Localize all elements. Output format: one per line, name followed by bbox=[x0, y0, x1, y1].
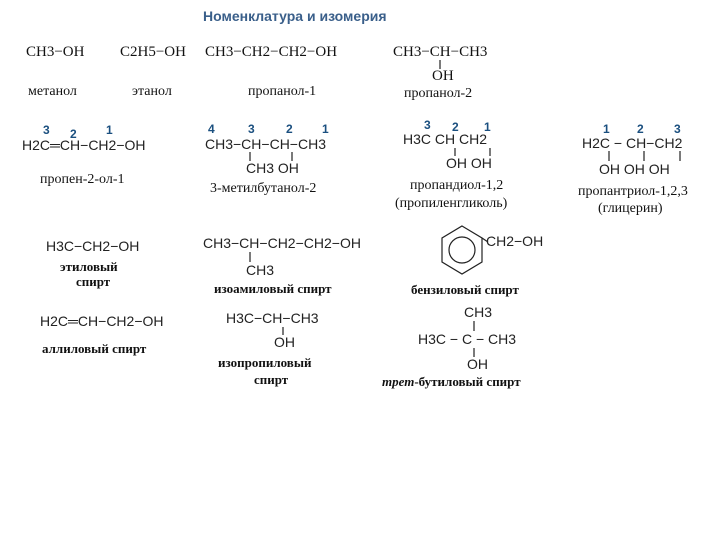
propenol-name: пропен-2-ол-1 bbox=[40, 172, 125, 187]
page-title: Номенклатура и изомерия bbox=[203, 8, 387, 24]
methylbutanol-formula: CH3−CH−CH−CH3 bbox=[205, 136, 326, 152]
tertbutyl-top: CH3 bbox=[464, 304, 493, 320]
allyl-formula: H2C═CH−CH2−OH bbox=[40, 313, 164, 329]
isoamyl-name: изоамиловый спирт bbox=[214, 281, 332, 296]
methylbutanol-num-3: 3 bbox=[248, 122, 255, 136]
propanediol-common: (пропиленгликоль) bbox=[395, 196, 508, 211]
propanetriol-name: пропантриол-1,2,3 bbox=[578, 184, 688, 199]
tertbutyl-formula: H3C − C − CH3 bbox=[418, 331, 517, 347]
propanetriol-num-3: 3 bbox=[674, 122, 681, 136]
tertbutyl-oh: OH bbox=[467, 356, 488, 372]
propanediol-num-1: 1 bbox=[484, 120, 491, 134]
tertbutyl-suffix: -бутиловый спирт bbox=[414, 374, 521, 389]
propanediol-sub: OH OH bbox=[446, 155, 492, 171]
isopropyl-oh: OH bbox=[274, 334, 295, 350]
propanetriol-sub: OH OH OH bbox=[599, 161, 670, 177]
isopropyl-formula: H3C−CH−CH3 bbox=[226, 310, 319, 326]
isoamyl-formula: CH3−CH−CH2−CH2−OH bbox=[203, 235, 361, 251]
bond-benzyl-ch2 bbox=[482, 238, 488, 242]
propanetriol-num-1: 1 bbox=[603, 122, 610, 136]
propanetriol-num-2: 2 bbox=[637, 122, 644, 136]
benzene-ring bbox=[442, 226, 482, 274]
methanol-name: метанол bbox=[28, 84, 77, 99]
methylbutanol-num-2: 2 bbox=[286, 122, 293, 136]
benzene-aromatic-circle bbox=[449, 237, 475, 263]
propanetriol-common: (глицерин) bbox=[598, 201, 663, 216]
propenol-formula: H2C═CH−CH2−OH bbox=[22, 137, 146, 153]
propenol-num-3: 3 bbox=[43, 123, 50, 137]
isoamyl-sub: CH3 bbox=[246, 262, 275, 278]
propanediol-formula: H3C CH CH2 bbox=[403, 131, 488, 147]
propanol2-oh: OH bbox=[432, 68, 454, 84]
methanol-formula: CH3−OH bbox=[26, 44, 85, 60]
propenol-num-2: 2 bbox=[70, 127, 77, 141]
ethyl-alcohol-name2: спирт bbox=[76, 274, 111, 289]
propanediol-num-3: 3 bbox=[424, 118, 431, 132]
tertbutyl-prefix: трет bbox=[382, 374, 415, 389]
propanol2-formula: CH3−CH−CH3 bbox=[393, 44, 488, 60]
propanol1-formula: CH3−CH2−CH2−OH bbox=[205, 44, 338, 60]
ethyl-alcohol-name1: этиловый bbox=[60, 259, 118, 274]
propanol2-name: пропанол-2 bbox=[404, 86, 473, 101]
methylbutanol-num-1: 1 bbox=[322, 122, 329, 136]
methylbutanol-num-4: 4 bbox=[208, 122, 215, 136]
propanol1-name: пропанол-1 bbox=[248, 84, 317, 99]
benzyl-name: бензиловый спирт bbox=[411, 282, 519, 297]
ethanol-name: этанол bbox=[132, 84, 172, 99]
ethanol-formula: C2H5−OH bbox=[120, 44, 186, 60]
propanediol-name: пропандиол-1,2 bbox=[410, 178, 504, 193]
propanediol-num-2: 2 bbox=[452, 120, 459, 134]
propenol-num-1: 1 bbox=[106, 123, 113, 137]
isopropyl-name2: спирт bbox=[254, 372, 289, 387]
benzyl-group: CH2−OH bbox=[486, 233, 544, 249]
isopropyl-name1: изопропиловый bbox=[218, 355, 312, 370]
methylbutanol-sub: CH3 OH bbox=[246, 160, 299, 176]
ethyl-alcohol-formula: H3C−CH2−OH bbox=[46, 238, 140, 254]
methylbutanol-name: 3-метилбутанол-2 bbox=[210, 181, 317, 196]
allyl-name: аллиловый спирт bbox=[42, 341, 147, 356]
propanetriol-formula: H2C − CH−CH2 bbox=[582, 135, 683, 151]
